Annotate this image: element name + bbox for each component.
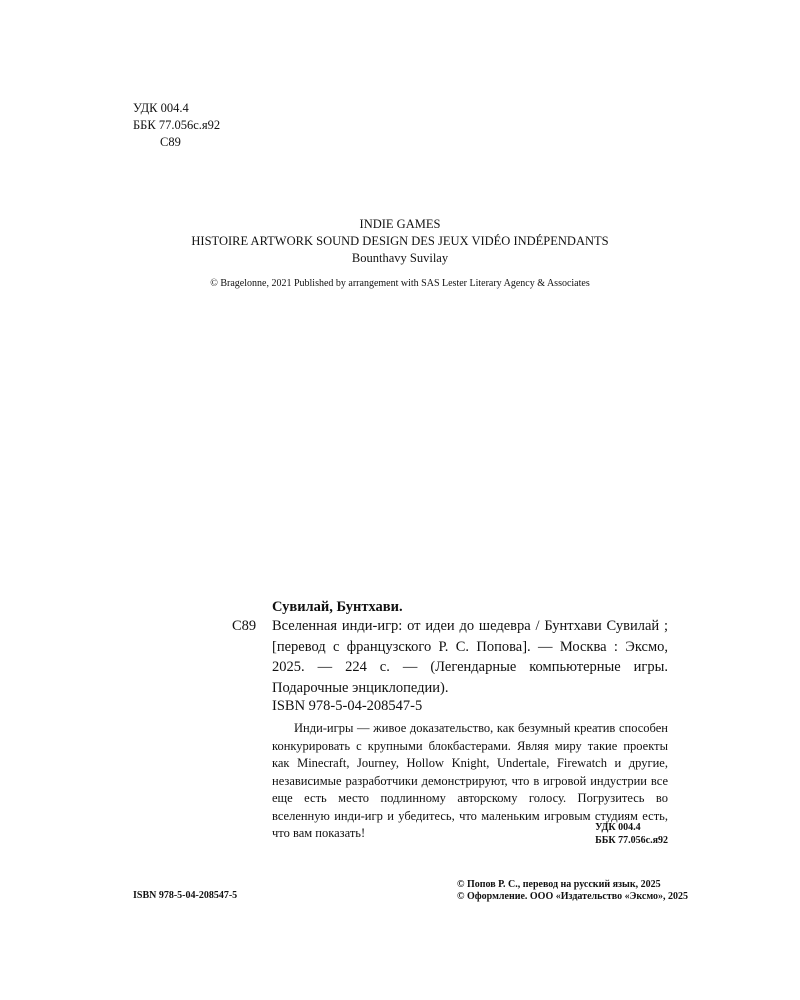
udk-code: УДК 004.4 <box>133 101 189 115</box>
original-author: Bounthavy Suvilay <box>351 251 449 265</box>
catalog-classification <box>595 822 668 847</box>
catalog-index: С89 <box>232 618 257 634</box>
annotation: Инди-игры — живое доказательство, как безумный креатив способен конкурировать с крупными блокбастерами. Являя миру такие проекты как Minecraft, Journey, Hollow Knight, Undertale, Firewatch и другие, независимые разработчики демонстрируют, что в игровой индустрии все еще есть место подлинному авторскому голосу. Погрузитесь во вселенную инди-игр и убедитесь, что маленьким игровым студиям есть, что вам показать! <box>272 721 668 840</box>
original-title: INDIE GAMES <box>359 217 441 231</box>
catalog-udk: УДК 004.4 <box>595 822 641 833</box>
original-edition <box>0 216 800 267</box>
author-mark: С89 <box>160 135 181 149</box>
bbk-code: ББК 77.056с.я92 <box>133 118 221 132</box>
original-subtitle: HISTOIRE ARTWORK SOUND DESIGN DES JEUX VIDÉO INDÉPENDANTS <box>191 234 609 248</box>
classification-codes <box>133 100 220 151</box>
catalog-isbn: ISBN 978-5-04-208547-5 <box>272 698 423 714</box>
author-heading: Сувилай, Бунтхави. <box>272 599 403 615</box>
catalog-bbk: ББК 77.056с.я92 <box>595 834 668 846</box>
original-copyright: © Bragelonne, 2021 Published by arrangement with SAS Lester Literary Agency & Associates <box>210 278 590 289</box>
footer-isbn: ISBN 978-5-04-208547-5 <box>133 890 238 901</box>
bibliographic-description: Вселенная инди-игр: от идеи до шедевра / Бунтхави Сувилай ; [перевод с французского Р. С. Попова]. — Москва : Эксмо, 2025. — 224 с. — (Легендарные компьютерные игры. Подарочные энциклопедии). <box>272 618 668 696</box>
translation-copyright: © Попов Р. С., перевод на русский язык, 2025 <box>457 879 661 890</box>
design-copyright: © Оформление. ООО «Издательство «Эксмо», 2025 <box>457 891 688 902</box>
footer-copyrights <box>457 879 688 903</box>
